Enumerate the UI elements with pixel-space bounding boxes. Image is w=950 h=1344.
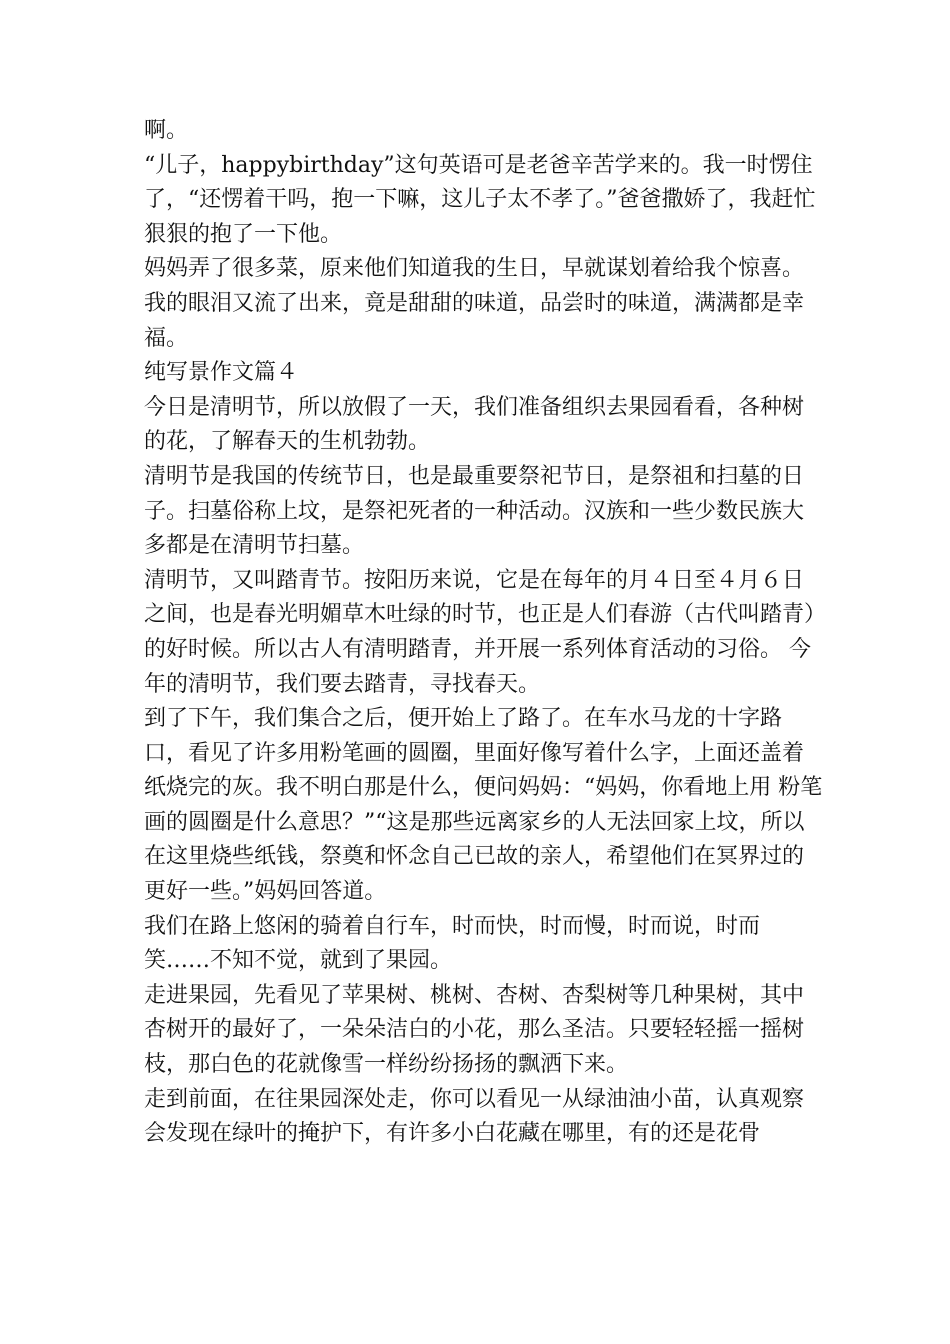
paragraph-7: 清明节，又叫踏青节。按阳历来说，它是在每年的月４日至４月６日之间，也是春光明媚草木吐绿的时节，也正是人们春游（古代叫踏青）的好时候。所以古人有清明踏青，并开展一系列体育活动的习俗。 今年的清明节，我们要去踏青，寻找春天。 <box>144 567 816 697</box>
paragraph-11: 走到前面，在往果园深处走，你可以看见一从绿油油小苗，认真观察会发现在绿叶的掩护下，有许多小白花藏在哪里，有的还是花骨 <box>144 1086 805 1147</box>
paragraph-2: “儿子，happybirthday”这句英语可是老爸辛苦学来的。我一时愣住了，“还愣着干吗，抱一下嘛，这儿子太不孝了。”爸爸撒娇了，我赶忙狠狠的抱了一下他。 <box>144 152 816 247</box>
paragraph-1: 啊。 <box>144 118 189 143</box>
paragraph-5: 今日是清明节，所以放假了一天，我们准备组织去果园看看，各种树的花，了解春天的生机勃勃。 <box>144 394 805 455</box>
paragraph-6: 清明节是我国的传统节日，也是最重要祭祀节日，是祭祖和扫墓的日子。扫墓俗称上坟，是祭祀死者的一种活动。汉族和一些少数民族大多都是在清明节扫墓。 <box>144 463 805 559</box>
document-body <box>144 114 824 1152</box>
paragraph-8: 到了下午，我们集合之后，便开始上了路了。在车水马龙的十字路口，看见了许多用粉笔画的圆圈，里面好像写着什么字，上面还盖着纸烧完的灰。我不明白那是什么，便问妈妈：“妈妈，你看地上用 粉笔画的圆圈是什么意思？”“这是那些远离家乡的人无法回家上坟，所以在这里烧些纸钱，祭奠和怀念自己已故的亲人，希望他们在冥界过的更好一些。”妈妈回答道。 <box>144 706 823 905</box>
paragraph-9: 我们在路上悠闲的骑着自行车，时而快，时而慢，时而说，时而笑……不知不觉，就到了果园。 <box>144 913 761 974</box>
paragraph-3: 妈妈弄了很多菜，原来他们知道我的生日，早就谋划着给我个惊喜。我的眼泪又流了出来，竟是甜甜的味道，品尝时的味道，满满都是幸福。 <box>144 256 805 351</box>
section-heading: 纯写景作文篇４ <box>144 360 299 386</box>
paragraph-10: 走进果园，先看见了苹果树、桃树、杏树、杏梨树等几种果树，其中杏树开的最好了，一朵朵洁白的小花，那么圣洁。只要轻轻摇一摇树枝，那白色的花就像雪一样纷纷扬扬的飘洒下来。 <box>144 982 805 1078</box>
